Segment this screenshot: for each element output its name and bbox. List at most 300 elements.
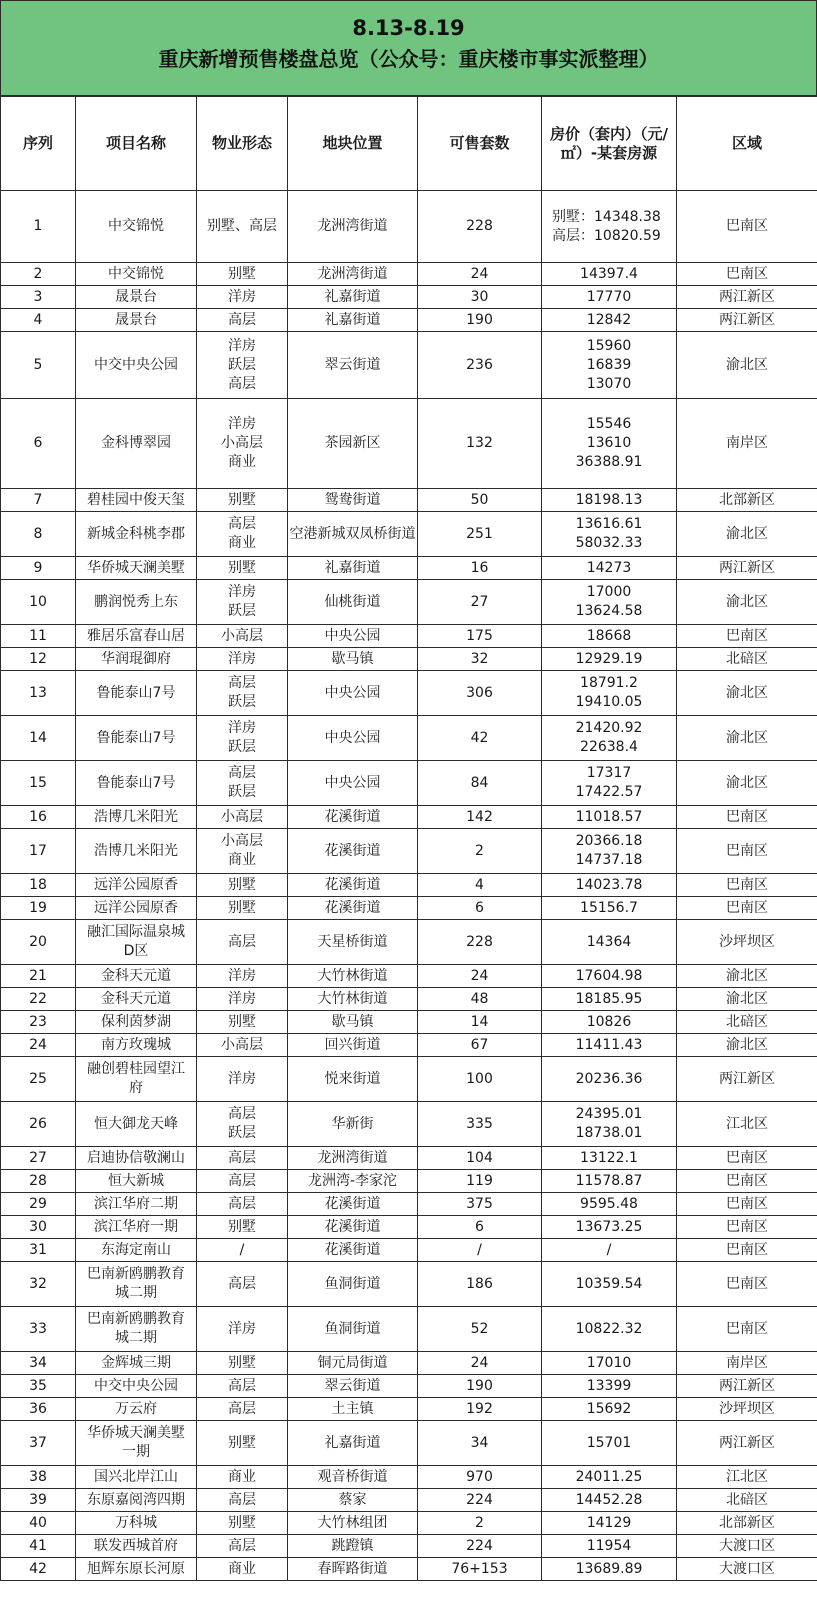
cell-project-name: 金辉城三期 <box>76 1352 197 1375</box>
cell-property-type: 别墅 <box>197 874 288 897</box>
price-value: 14737.18 <box>575 852 643 868</box>
table-row <box>1 920 817 965</box>
cell-no: 9 <box>1 557 76 580</box>
cell-no: 42 <box>1 1558 76 1581</box>
cell-district: 北部新区 <box>677 1512 817 1535</box>
cell-price <box>542 1170 677 1193</box>
cell-project-name: 碧桂园中俊天玺 <box>76 489 197 512</box>
cell-project-name: 鲁能泰山7号 <box>76 671 197 716</box>
price-value: 13689.89 <box>575 1560 643 1577</box>
column-header-no: 序列 <box>1 97 76 191</box>
cell-location: 观音桥街道 <box>288 1466 418 1489</box>
cell-price <box>542 263 677 286</box>
cell-property-type: 高层 <box>197 1535 288 1558</box>
cell-price <box>542 1102 677 1147</box>
cell-no: 31 <box>1 1239 76 1262</box>
cell-price <box>542 557 677 580</box>
cell-units: 27 <box>418 580 542 625</box>
cell-no: 1 <box>1 191 76 263</box>
cell-location: 歇马镇 <box>288 648 418 671</box>
cell-units: 24 <box>418 1352 542 1375</box>
cell-price <box>542 1512 677 1535</box>
price-value: 14129 <box>586 1514 632 1531</box>
cell-property-type: 高层 <box>197 1147 288 1170</box>
table-row <box>1 1193 817 1216</box>
price-value: 13616.61 <box>575 516 643 532</box>
cell-property-type: 别墅 <box>197 1011 288 1034</box>
cell-price <box>542 309 677 332</box>
cell-property-type: 洋房 <box>197 1057 288 1102</box>
cell-location: 花溪街道 <box>288 1239 418 1262</box>
price-value: 15692 <box>586 1400 632 1417</box>
column-header-location: 地块位置 <box>288 97 418 191</box>
price-value: / <box>606 1241 612 1258</box>
price-value: 15546 <box>586 416 632 432</box>
cell-project-name: 巴南新鸥鹏教育 城二期 <box>76 1307 197 1352</box>
price-value: 17000 <box>586 584 632 600</box>
cell-property-type: 洋房 <box>197 286 288 309</box>
cell-units: 76+153 <box>418 1558 542 1581</box>
cell-project-name: 金科天元道 <box>76 988 197 1011</box>
cell-district: 巴南区 <box>677 1239 817 1262</box>
cell-district: 渝北区 <box>677 988 817 1011</box>
cell-price <box>542 580 677 625</box>
cell-units: 34 <box>418 1421 542 1466</box>
table-row <box>1 580 817 625</box>
cell-project-name: 东原嘉阅湾四期 <box>76 1489 197 1512</box>
cell-location: 蔡家 <box>288 1489 418 1512</box>
cell-units: 251 <box>418 512 542 557</box>
cell-price <box>542 1034 677 1057</box>
price-value: 18738.01 <box>575 1125 643 1141</box>
cell-price <box>542 332 677 399</box>
cell-price <box>542 1011 677 1034</box>
cell-location: 花溪街道 <box>288 1193 418 1216</box>
cell-project-name: 南方玫瑰城 <box>76 1034 197 1057</box>
price-value: 24011.25 <box>575 1468 643 1485</box>
cell-units: 6 <box>418 897 542 920</box>
table-header-row <box>1 97 817 191</box>
cell-units: 228 <box>418 920 542 965</box>
cell-units: 306 <box>418 671 542 716</box>
table-row <box>1 648 817 671</box>
table-row <box>1 332 817 399</box>
table-row <box>1 829 817 874</box>
price-value: 12842 <box>586 311 632 328</box>
cell-location: 悦来街道 <box>288 1057 418 1102</box>
cell-no: 7 <box>1 489 76 512</box>
cell-units: 6 <box>418 1216 542 1239</box>
cell-project-name: 万云府 <box>76 1398 197 1421</box>
cell-units: / <box>418 1239 542 1262</box>
cell-price <box>542 1216 677 1239</box>
cell-location: 花溪街道 <box>288 806 418 829</box>
cell-project-name: 融汇国际温泉城 D区 <box>76 920 197 965</box>
cell-location: 中央公园 <box>288 716 418 761</box>
cell-price <box>542 648 677 671</box>
cell-property-type: 高层 <box>197 1193 288 1216</box>
table-row <box>1 1147 817 1170</box>
cell-price <box>542 1398 677 1421</box>
price-value: 高层：10820.59 <box>552 227 661 244</box>
cell-price <box>542 829 677 874</box>
table-row <box>1 1102 817 1147</box>
price-value: 12929.19 <box>575 650 643 667</box>
cell-district: 渝北区 <box>677 512 817 557</box>
cell-units: 119 <box>418 1170 542 1193</box>
price-value: 别墅：14348.38 <box>552 208 661 225</box>
cell-project-name: 国兴北岸江山 <box>76 1466 197 1489</box>
table-row <box>1 806 817 829</box>
cell-property-type: 高层 跃层 <box>197 671 288 716</box>
cell-property-type: 别墅、高层 <box>197 191 288 263</box>
cell-district: 两江新区 <box>677 1057 817 1102</box>
cell-price <box>542 1239 677 1262</box>
cell-no: 6 <box>1 399 76 489</box>
price-value: 9595.48 <box>580 1195 638 1212</box>
cell-location: 翠云街道 <box>288 1375 418 1398</box>
cell-project-name: 远洋公园原香 <box>76 897 197 920</box>
cell-units: 24 <box>418 263 542 286</box>
table-row <box>1 1466 817 1489</box>
price-value: 17422.57 <box>575 784 643 800</box>
table-row <box>1 1512 817 1535</box>
table-row <box>1 897 817 920</box>
cell-property-type: 洋房 跃层 高层 <box>197 332 288 399</box>
cell-price <box>542 1375 677 1398</box>
cell-location: 花溪街道 <box>288 829 418 874</box>
cell-units: 224 <box>418 1489 542 1512</box>
cell-project-name: 恒大御龙天峰 <box>76 1102 197 1147</box>
cell-price <box>542 1262 677 1307</box>
cell-district: 巴南区 <box>677 829 817 874</box>
cell-price <box>542 874 677 897</box>
table-row <box>1 1011 817 1034</box>
cell-property-type: 别墅 <box>197 489 288 512</box>
cell-location: 歇马镇 <box>288 1011 418 1034</box>
cell-district: 沙坪坝区 <box>677 1398 817 1421</box>
cell-property-type: 小高层 <box>197 1034 288 1057</box>
cell-district: 渝北区 <box>677 761 817 806</box>
cell-location: 鸳鸯街道 <box>288 489 418 512</box>
cell-property-type: 高层 <box>197 1489 288 1512</box>
cell-property-type: 小高层 <box>197 625 288 648</box>
cell-location: 鱼洞街道 <box>288 1307 418 1352</box>
cell-project-name: 巴南新鸥鹏教育 城二期 <box>76 1262 197 1307</box>
cell-property-type: 别墅 <box>197 557 288 580</box>
table-row <box>1 1239 817 1262</box>
price-value: 18198.13 <box>575 491 643 508</box>
cell-location: 花溪街道 <box>288 1216 418 1239</box>
table-row <box>1 1352 817 1375</box>
column-header-price: 房价（套内）（元/㎡）-某套房源 <box>542 97 677 191</box>
cell-units: 14 <box>418 1011 542 1034</box>
cell-property-type: 高层 <box>197 1170 288 1193</box>
price-value: 10826 <box>586 1013 632 1030</box>
cell-units: 24 <box>418 965 542 988</box>
column-header-units: 可售套数 <box>418 97 542 191</box>
cell-location: 土主镇 <box>288 1398 418 1421</box>
cell-location: 中央公园 <box>288 625 418 648</box>
cell-project-name: 恒大新城 <box>76 1170 197 1193</box>
cell-units: 375 <box>418 1193 542 1216</box>
cell-property-type: 洋房 跃层 <box>197 716 288 761</box>
cell-location: 华新街 <box>288 1102 418 1147</box>
cell-units: 50 <box>418 489 542 512</box>
cell-location: 礼嘉街道 <box>288 286 418 309</box>
price-value: 13673.25 <box>575 1218 643 1235</box>
cell-no: 2 <box>1 263 76 286</box>
cell-property-type: 高层 <box>197 1375 288 1398</box>
cell-location: 礼嘉街道 <box>288 557 418 580</box>
cell-district: 两江新区 <box>677 286 817 309</box>
cell-project-name: 晟景台 <box>76 309 197 332</box>
cell-no: 19 <box>1 897 76 920</box>
cell-location: 茶园新区 <box>288 399 418 489</box>
table-row <box>1 625 817 648</box>
cell-district: 巴南区 <box>677 1193 817 1216</box>
cell-units: 236 <box>418 332 542 399</box>
table-row <box>1 965 817 988</box>
table-row <box>1 1421 817 1466</box>
price-value: 11018.57 <box>575 808 643 825</box>
cell-district: 北部新区 <box>677 489 817 512</box>
price-value: 14364 <box>586 933 632 950</box>
cell-location: 春晖路街道 <box>288 1558 418 1581</box>
cell-project-name: 雅居乐富春山居 <box>76 625 197 648</box>
cell-price <box>542 191 677 263</box>
cell-property-type: 洋房 <box>197 1307 288 1352</box>
cell-no: 39 <box>1 1489 76 1512</box>
cell-no: 10 <box>1 580 76 625</box>
cell-district: 渝北区 <box>677 671 817 716</box>
cell-district: 北碚区 <box>677 1489 817 1512</box>
cell-district: 巴南区 <box>677 1147 817 1170</box>
table-row <box>1 286 817 309</box>
cell-no: 25 <box>1 1057 76 1102</box>
cell-units: 67 <box>418 1034 542 1057</box>
cell-project-name: 浩博几米阳光 <box>76 806 197 829</box>
cell-no: 23 <box>1 1011 76 1034</box>
cell-district: 巴南区 <box>677 625 817 648</box>
price-value: 17770 <box>586 288 632 305</box>
cell-location: 铜元局街道 <box>288 1352 418 1375</box>
cell-district: 渝北区 <box>677 332 817 399</box>
cell-price <box>542 1352 677 1375</box>
cell-units: 42 <box>418 716 542 761</box>
price-value: 15156.7 <box>580 899 638 916</box>
price-value: 13624.58 <box>575 603 643 619</box>
cell-district: 南岸区 <box>677 399 817 489</box>
cell-location: 鱼洞街道 <box>288 1262 418 1307</box>
cell-project-name: 晟景台 <box>76 286 197 309</box>
cell-property-type: 别墅 <box>197 1512 288 1535</box>
cell-district: 江北区 <box>677 1102 817 1147</box>
cell-project-name: 华润琨御府 <box>76 648 197 671</box>
table-body <box>1 191 817 1581</box>
price-value: 11411.43 <box>575 1036 643 1053</box>
cell-district: 大渡口区 <box>677 1558 817 1581</box>
cell-price <box>542 1535 677 1558</box>
cell-project-name: 中交中央公园 <box>76 332 197 399</box>
cell-no: 35 <box>1 1375 76 1398</box>
table-row <box>1 671 817 716</box>
table-row <box>1 309 817 332</box>
cell-property-type: 别墅 <box>197 1352 288 1375</box>
cell-property-type: 别墅 <box>197 263 288 286</box>
cell-units: 4 <box>418 874 542 897</box>
cell-price <box>542 761 677 806</box>
cell-no: 21 <box>1 965 76 988</box>
cell-units: 970 <box>418 1466 542 1489</box>
cell-property-type: 高层 <box>197 1262 288 1307</box>
cell-units: 84 <box>418 761 542 806</box>
price-value: 17010 <box>586 1354 632 1371</box>
table-row <box>1 512 817 557</box>
price-value: 36388.91 <box>575 454 643 470</box>
cell-no: 26 <box>1 1102 76 1147</box>
cell-price <box>542 1421 677 1466</box>
price-value: 24395.01 <box>575 1106 643 1122</box>
cell-property-type: 高层 跃层 <box>197 1102 288 1147</box>
cell-project-name: 华侨城天澜美墅 <box>76 557 197 580</box>
cell-property-type: 洋房 跃层 <box>197 580 288 625</box>
cell-project-name: 鲁能泰山7号 <box>76 761 197 806</box>
cell-location: 龙洲湾街道 <box>288 1147 418 1170</box>
cell-district: 巴南区 <box>677 806 817 829</box>
cell-location: 回兴街道 <box>288 1034 418 1057</box>
cell-no: 24 <box>1 1034 76 1057</box>
cell-project-name: 中交锦悦 <box>76 191 197 263</box>
table-row <box>1 1170 817 1193</box>
cell-location: 龙洲湾-李家沱 <box>288 1170 418 1193</box>
cell-no: 34 <box>1 1352 76 1375</box>
cell-price <box>542 897 677 920</box>
cell-district: 南岸区 <box>677 1352 817 1375</box>
cell-price <box>542 716 677 761</box>
cell-district: 渝北区 <box>677 716 817 761</box>
table-row <box>1 191 817 263</box>
table-row <box>1 1307 817 1352</box>
price-value: 13122.1 <box>580 1149 638 1166</box>
table-row <box>1 1558 817 1581</box>
cell-district: 巴南区 <box>677 1307 817 1352</box>
cell-price <box>542 920 677 965</box>
table-row <box>1 1034 817 1057</box>
table-row <box>1 874 817 897</box>
cell-units: 142 <box>418 806 542 829</box>
cell-no: 13 <box>1 671 76 716</box>
price-value: 10359.54 <box>575 1275 643 1292</box>
cell-location: 花溪街道 <box>288 897 418 920</box>
cell-project-name: 旭辉东原长河原 <box>76 1558 197 1581</box>
cell-no: 40 <box>1 1512 76 1535</box>
cell-project-name: 浩博几米阳光 <box>76 829 197 874</box>
price-value: 10822.32 <box>575 1320 643 1337</box>
table-row <box>1 1398 817 1421</box>
cell-property-type: 高层 <box>197 309 288 332</box>
cell-property-type: 小高层 商业 <box>197 829 288 874</box>
cell-project-name: 华侨城天澜美墅 一期 <box>76 1421 197 1466</box>
price-value: 16839 <box>586 356 632 373</box>
cell-no: 41 <box>1 1535 76 1558</box>
cell-no: 33 <box>1 1307 76 1352</box>
cell-no: 4 <box>1 309 76 332</box>
cell-project-name: 启迪协信敬澜山 <box>76 1147 197 1170</box>
price-value: 11578.87 <box>575 1172 643 1189</box>
cell-units: 175 <box>418 625 542 648</box>
cell-property-type: 洋房 <box>197 965 288 988</box>
cell-location: 花溪街道 <box>288 874 418 897</box>
cell-project-name: 保利茵梦湖 <box>76 1011 197 1034</box>
cell-property-type: 洋房 <box>197 648 288 671</box>
cell-project-name: 滨江华府二期 <box>76 1193 197 1216</box>
cell-units: 2 <box>418 829 542 874</box>
cell-location: 礼嘉街道 <box>288 309 418 332</box>
cell-no: 11 <box>1 625 76 648</box>
cell-price <box>542 1489 677 1512</box>
cell-units: 132 <box>418 399 542 489</box>
table-row <box>1 1216 817 1239</box>
cell-district: 巴南区 <box>677 1216 817 1239</box>
cell-location: 中央公园 <box>288 761 418 806</box>
cell-units: 228 <box>418 191 542 263</box>
price-value: 17604.98 <box>575 967 643 984</box>
cell-district: 巴南区 <box>677 1170 817 1193</box>
cell-project-name: 联发西城首府 <box>76 1535 197 1558</box>
price-value: 22638.4 <box>580 739 638 755</box>
cell-price <box>542 399 677 489</box>
cell-project-name: 金科博翠园 <box>76 399 197 489</box>
cell-project-name: 东海定南山 <box>76 1239 197 1262</box>
cell-district: 渝北区 <box>677 965 817 988</box>
cell-units: 2 <box>418 1512 542 1535</box>
cell-property-type: 别墅 <box>197 897 288 920</box>
cell-district: 渝北区 <box>677 1034 817 1057</box>
cell-no: 20 <box>1 920 76 965</box>
cell-units: 190 <box>418 1375 542 1398</box>
price-value: 15960 <box>586 337 632 354</box>
cell-district: 巴南区 <box>677 191 817 263</box>
cell-location: 礼嘉街道 <box>288 1421 418 1466</box>
price-value: 18791.2 <box>580 675 638 691</box>
column-header-type: 物业形态 <box>197 97 288 191</box>
cell-no: 5 <box>1 332 76 399</box>
cell-location: 空港新城双凤桥街道 <box>288 512 418 557</box>
cell-district: 巴南区 <box>677 897 817 920</box>
cell-district: 大渡口区 <box>677 1535 817 1558</box>
cell-price <box>542 671 677 716</box>
cell-price <box>542 806 677 829</box>
price-value: 15701 <box>586 1434 632 1451</box>
sheet-header <box>0 0 817 96</box>
cell-property-type: 高层 跃层 <box>197 761 288 806</box>
table-row <box>1 761 817 806</box>
cell-district: 江北区 <box>677 1466 817 1489</box>
price-value: 13610 <box>586 435 632 451</box>
table-row <box>1 399 817 489</box>
cell-project-name: 鲁能泰山7号 <box>76 716 197 761</box>
cell-price <box>542 988 677 1011</box>
table-row <box>1 988 817 1011</box>
cell-no: 28 <box>1 1170 76 1193</box>
cell-no: 14 <box>1 716 76 761</box>
price-value: 20366.18 <box>575 833 643 849</box>
price-value: 20236.36 <box>575 1070 643 1087</box>
table-row <box>1 557 817 580</box>
cell-no: 18 <box>1 874 76 897</box>
cell-location: 大竹林街道 <box>288 965 418 988</box>
